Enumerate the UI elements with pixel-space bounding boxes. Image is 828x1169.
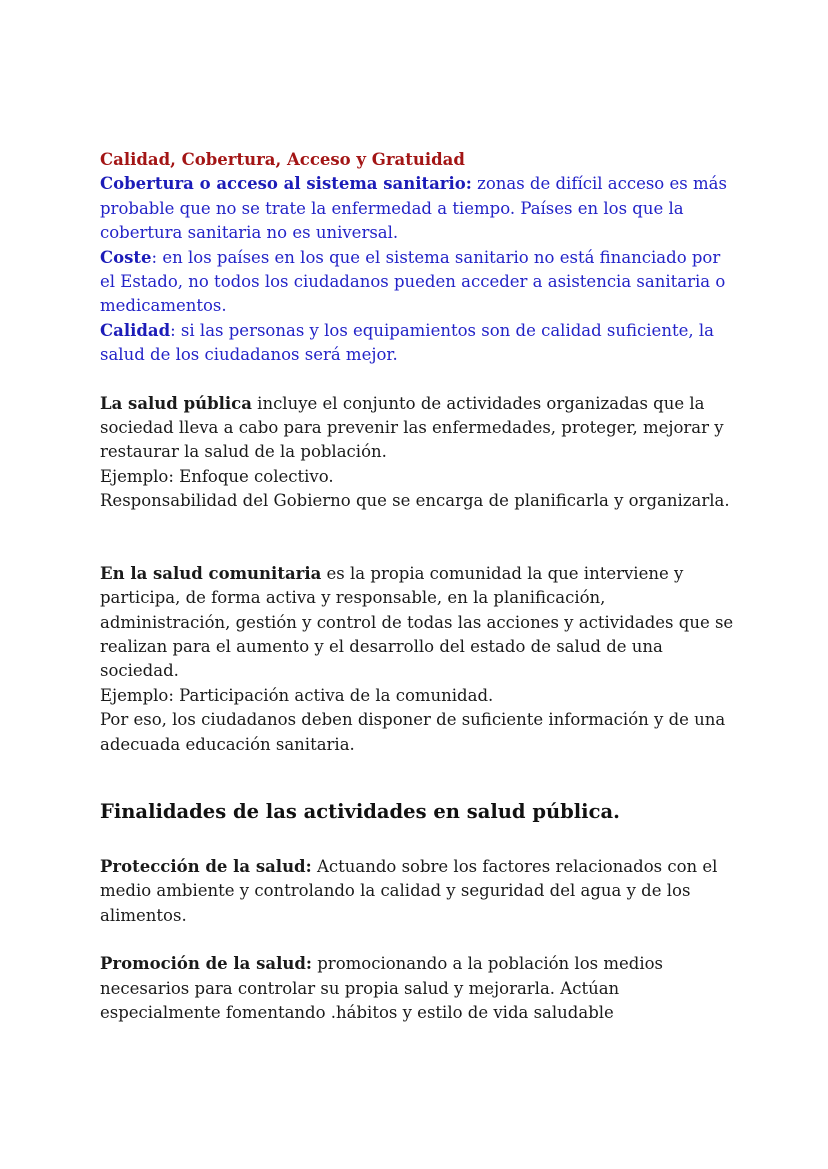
coste-label: Coste [100,247,152,267]
salud-publica-paragraph [100,392,740,465]
proteccion-text: Actuando sobre los factores relacionados con el medio ambiente y controlando la calidad y seguridad del agua y de los alimentos. [100,856,718,925]
proteccion-label: Protección de la salud: [100,856,312,876]
spacer [100,368,740,392]
proteccion-paragraph [100,855,740,928]
calidad-paragraph [100,319,740,368]
salud-comunitaria-example: Ejemplo: Participación activa de la comunidad. [100,685,494,705]
salud-comunitaria-paragraph [100,562,740,684]
salud-comunitaria-conclusion: Por eso, los ciudadanos deben disponer de suficiente información y de una adecuada educación sanitaria. [100,710,726,754]
coste-text: : en los países en los que el sistema sanitario no está financiado por el Estado, no todos los ciudadanos pueden acceder a asistencia sanitaria o medicamentos. [100,247,726,316]
salud-publica-label: La salud pública [100,393,252,413]
document-page [100,148,740,1025]
quality-coverage-heading: Calidad, Cobertura, Acceso y Gratuidad [100,150,465,169]
promocion-text: promocionando a la población los medios necesarios para controlar su propia salud y mejorarla. Actúan especialmente fomentando .hábitos y estilo de vida saludable [100,954,664,1022]
promocion-label: Promoción de la salud: [100,954,312,974]
spacer [100,514,740,562]
coste-paragraph [100,246,740,319]
spacer [100,757,740,797]
salud-comunitaria-label: En la salud comunitaria [100,563,322,583]
salud-publica-example: Ejemplo: Enfoque colectivo. [100,466,334,486]
calidad-label: Calidad [100,320,171,340]
salud-comunitaria-text: es la propia comunidad la que interviene y participa, de forma activa y responsable, en la planificación, administración, gestión y control de todas las acciones y actividades que se realizan para el aumento y el desarrollo del estado de salud de una sociedad. [100,563,734,681]
salud-publica-responsibility: Responsabilidad del Gobierno que se encarga de planificarla y organizarla. [100,491,730,511]
cobertura-text: zonas de difícil acceso es más probable que no se trate la enfermedad a tiempo. Países en los que la cobertura sanitaria no es universal. [100,174,727,243]
spacer [100,928,740,952]
section-title: Finalidades de las actividades en salud pública. [100,799,620,823]
spacer [100,827,740,855]
calidad-text: : si las personas y los equipamientos son de calidad suficiente, la salud de los ciudadanos será mejor. [100,320,714,365]
cobertura-label: Cobertura o acceso al sistema sanitario: [100,174,472,194]
cobertura-paragraph [100,172,740,245]
promocion-paragraph [100,952,740,1025]
salud-publica-text: incluye el conjunto de actividades organizadas que la sociedad lleva a cabo para prevenir las enfermedades, proteger, mejorar y restaurar la salud de la población. [100,393,724,462]
